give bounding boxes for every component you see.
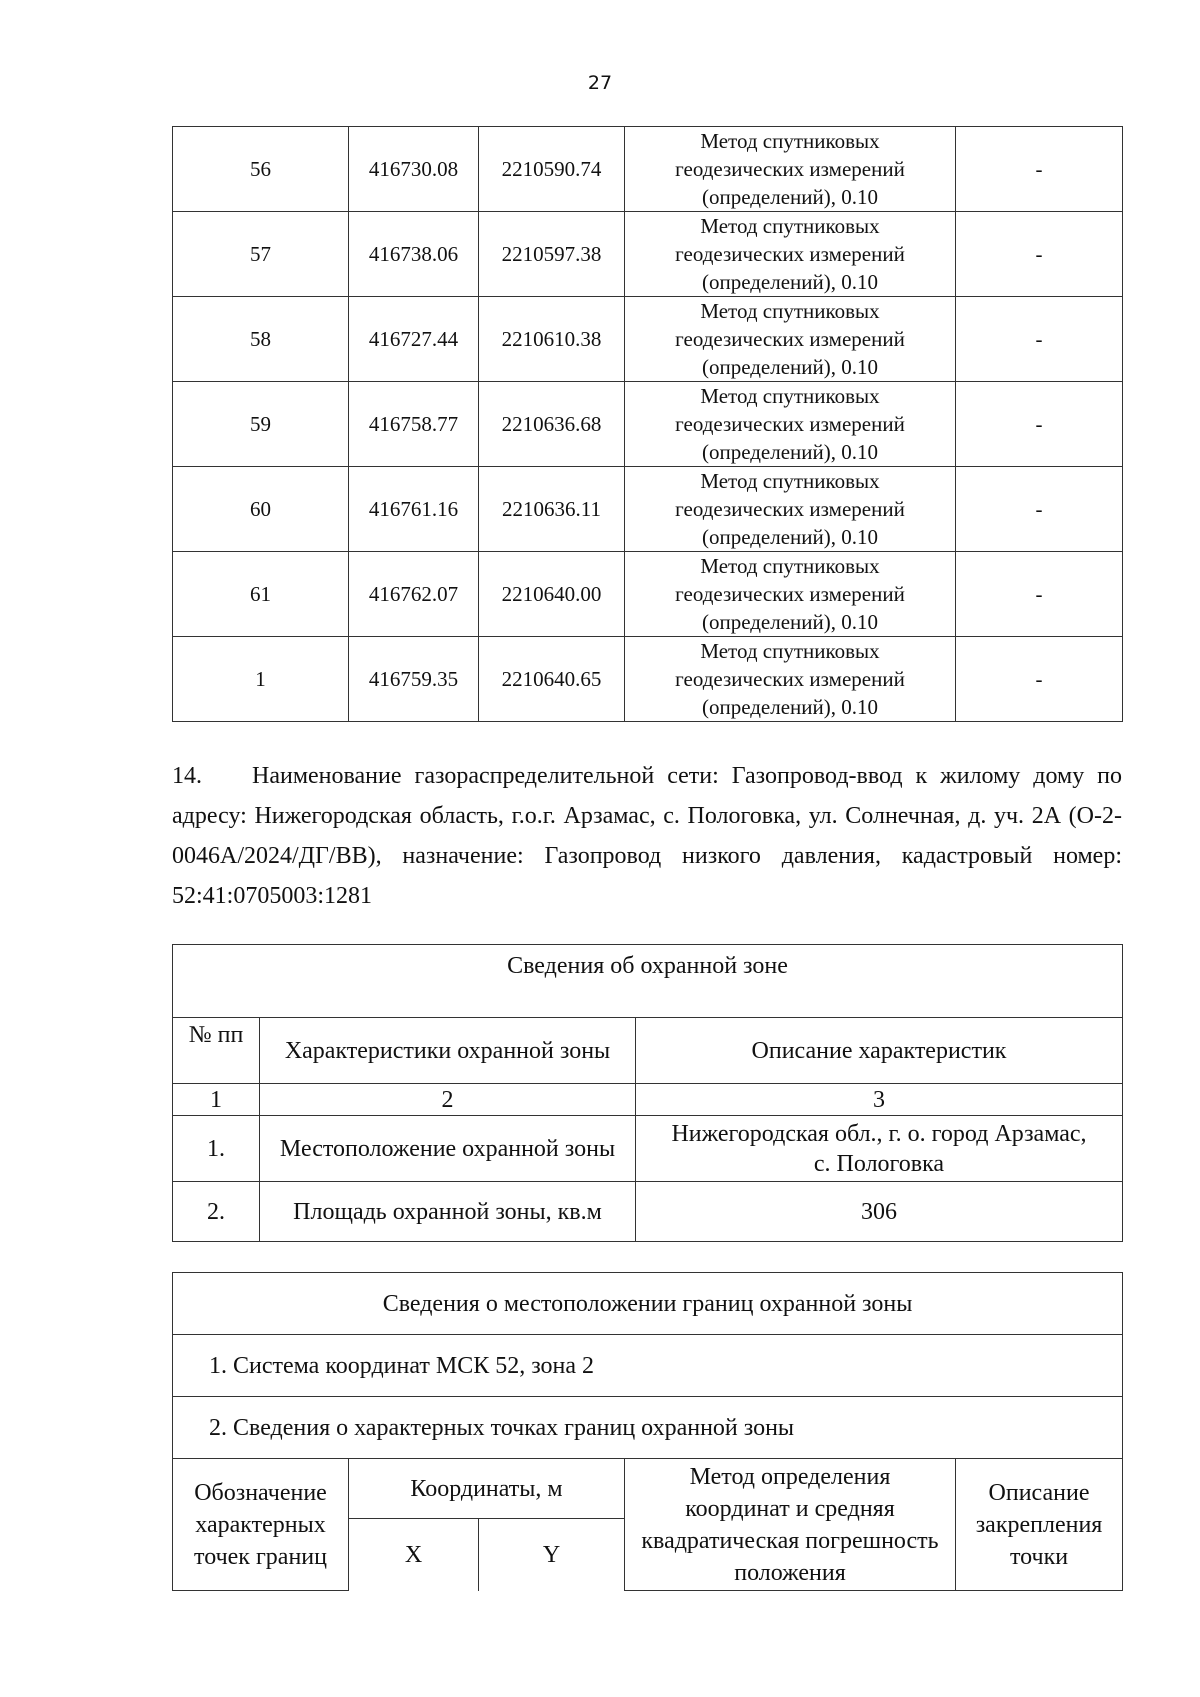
y-cell: 2210597.38 xyxy=(479,212,625,297)
col-x: X xyxy=(349,1519,479,1591)
method-line: (определений), 0.10 xyxy=(701,525,879,549)
zone-row-1-number: 1. xyxy=(173,1116,260,1182)
method-line: геодезических измерений xyxy=(675,582,905,606)
method-line: Метод спутниковых xyxy=(700,384,880,408)
zone-row-2-value: 306 xyxy=(636,1182,1123,1242)
boundary-table-title: Сведения о местоположении границ охранной зоны xyxy=(173,1273,1123,1335)
y-cell: 2210636.11 xyxy=(479,467,625,552)
method-line: Метод спутниковых xyxy=(700,299,880,323)
method-cell xyxy=(625,127,956,212)
zone-table-title: Сведения об охранной зоне xyxy=(173,945,1123,1018)
section-number: 14. xyxy=(172,763,202,789)
method-line: геодезических измерений xyxy=(675,327,905,351)
method-line: (определений), 0.10 xyxy=(701,270,879,294)
method-line: Метод спутниковых xyxy=(700,129,880,153)
x-cell: 416738.06 xyxy=(349,212,479,297)
method-cell xyxy=(625,212,956,297)
zone-row-2-name: Площадь охранной зоны, кв.м xyxy=(260,1182,636,1242)
zone-row-2-number: 2. xyxy=(173,1182,260,1242)
zone-index-1: 1 xyxy=(173,1084,260,1116)
method-line: геодезических измерений xyxy=(675,157,905,181)
zone-index-2: 2 xyxy=(260,1084,636,1116)
boundary-table xyxy=(172,1272,1123,1591)
fixing-cell: - xyxy=(956,127,1123,212)
fixing-cell: - xyxy=(956,212,1123,297)
point-cell: 58 xyxy=(173,297,349,382)
method-line: Метод спутниковых xyxy=(700,554,880,578)
point-cell: 59 xyxy=(173,382,349,467)
y-cell: 2210590.74 xyxy=(479,127,625,212)
method-line: Метод спутниковых xyxy=(700,639,880,663)
point-cell: 56 xyxy=(173,127,349,212)
x-cell: 416730.08 xyxy=(349,127,479,212)
zone-info-table xyxy=(172,944,1123,1242)
fixing-cell: - xyxy=(956,467,1123,552)
point-cell: 61 xyxy=(173,552,349,637)
section-paragraph xyxy=(172,756,1122,916)
zone-row-1-name: Местоположение охранной зоны xyxy=(260,1116,636,1182)
y-cell: 2210640.00 xyxy=(479,552,625,637)
y-cell: 2210640.65 xyxy=(479,637,625,722)
method-cell xyxy=(625,552,956,637)
x-cell: 416758.77 xyxy=(349,382,479,467)
method-cell xyxy=(625,382,956,467)
point-cell: 57 xyxy=(173,212,349,297)
x-cell: 416761.16 xyxy=(349,467,479,552)
fixing-cell: - xyxy=(956,637,1123,722)
table-row xyxy=(173,467,1123,552)
method-line: геодезических измерений xyxy=(675,667,905,691)
method-line: геодезических измерений xyxy=(675,242,905,266)
zone-col-description: Описание характеристик xyxy=(636,1018,1123,1084)
zone-col-characteristics: Характеристики охранной зоны xyxy=(260,1018,636,1084)
method-line: (определений), 0.10 xyxy=(701,610,879,634)
zone-col-number: № пп xyxy=(173,1018,260,1084)
table-row xyxy=(173,382,1123,467)
x-cell: 416762.07 xyxy=(349,552,479,637)
x-cell: 416759.35 xyxy=(349,637,479,722)
coordinates-table xyxy=(172,126,1123,722)
table-row xyxy=(173,637,1123,722)
x-cell: 416727.44 xyxy=(349,297,479,382)
method-line: (определений), 0.10 xyxy=(701,355,879,379)
fixing-cell: - xyxy=(956,382,1123,467)
method-cell xyxy=(625,637,956,722)
fixing-cell: - xyxy=(956,297,1123,382)
table-row xyxy=(173,552,1123,637)
method-line: (определений), 0.10 xyxy=(701,695,879,719)
col-method: Метод определения координат и средняя квадратическая погрешность положения xyxy=(625,1459,956,1591)
method-line: геодезических измерений xyxy=(675,497,905,521)
method-cell xyxy=(625,467,956,552)
method-line: Метод спутниковых xyxy=(700,469,880,493)
zone-row-1-value: Нижегородская обл., г. о. город Арзамас, с. Пологовка xyxy=(636,1116,1123,1182)
method-line: геодезических измерений xyxy=(675,412,905,436)
zone-index-3: 3 xyxy=(636,1084,1123,1116)
page-number: 27 xyxy=(587,72,613,94)
method-line: (определений), 0.10 xyxy=(701,440,879,464)
point-cell: 1 xyxy=(173,637,349,722)
method-cell xyxy=(625,297,956,382)
col-designation: Обозначение характерных точек границ xyxy=(173,1459,349,1591)
section-text: Наименование газораспределительной сети: Газопровод-ввод к жилому дому по адресу: Нижегородская область, г.о.г. Арзамас, с. Пологовка, ул. Солнечная, д. уч. 2А (О-2-0046А/2024/ДГ/ВВ), назначение: Газопровод низкого давления, кадастровый номер: 52:41:0705003:1281 xyxy=(172,763,1122,909)
table-row xyxy=(173,297,1123,382)
table-row xyxy=(173,212,1123,297)
point-cell: 60 xyxy=(173,467,349,552)
col-coordinates: Координаты, м xyxy=(349,1459,625,1519)
col-y: Y xyxy=(479,1519,625,1591)
method-line: Метод спутниковых xyxy=(700,214,880,238)
coordinate-system-row: 1. Система координат МСК 52, зона 2 xyxy=(173,1335,1123,1397)
points-title-row: 2. Сведения о характерных точках границ охранной зоны xyxy=(173,1397,1123,1459)
fixing-cell: - xyxy=(956,552,1123,637)
table-row xyxy=(173,127,1123,212)
method-line: (определений), 0.10 xyxy=(701,185,879,209)
col-fixing: Описание закрепления точки xyxy=(956,1459,1123,1591)
y-cell: 2210636.68 xyxy=(479,382,625,467)
y-cell: 2210610.38 xyxy=(479,297,625,382)
